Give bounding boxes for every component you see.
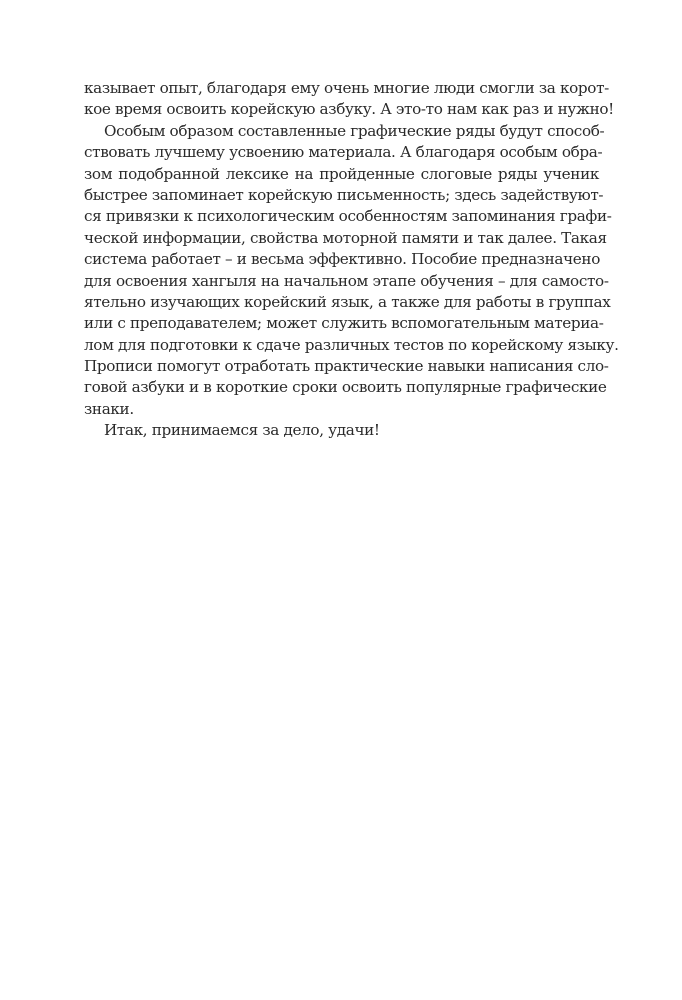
text-line: знаки. [84,399,134,418]
text-line: Итак, принимаемся за дело, удачи! [104,421,380,440]
text-line: лом для подготовки к сдаче различных тестов по корейскому языку. [84,335,619,354]
text-line: ятельно изучающих корейский язык, а также для работы в группах [84,292,611,311]
paragraph-1 [84,78,614,121]
paragraph-3 [84,420,599,441]
text-line: ческой информации, свойства моторной памяти и так далее. Такая [84,228,607,247]
text-line: или с преподавателем; может служить вспомогательным материа- [84,314,604,333]
text-line: для освоения хангыля на начальном этапе обучения – для самосто- [84,271,609,290]
text-line: кое время освоить корейскую азбуку. А это-то нам как раз и нужно! [84,100,614,119]
text-line: ся привязки к психологическим особенностям запоминания графи- [84,207,612,226]
text-line: ствовать лучшему усвоению материала. А благодаря особым обра- [84,143,603,162]
text-line: Особым образом составленные графические ряды будут способ- [104,121,605,140]
text-line: Прописи помогут отработать практические навыки написания сло- [84,357,609,376]
paragraph-2 [84,121,619,420]
text-line: система работает – и весьма эффективно. Пособие предназначено [84,250,600,269]
text-line: быстрее запоминает корейскую письменность; здесь задействуют- [84,185,604,204]
text-line: казывает опыт, благодаря ему очень многие люди смогли за корот- [84,79,609,97]
text-line: говой азбуки и в короткие сроки освоить популярные графические [84,378,607,397]
text-line: зом подобранной лексике на пройденные слоговые ряды ученик [84,164,599,183]
document-page [84,78,619,442]
